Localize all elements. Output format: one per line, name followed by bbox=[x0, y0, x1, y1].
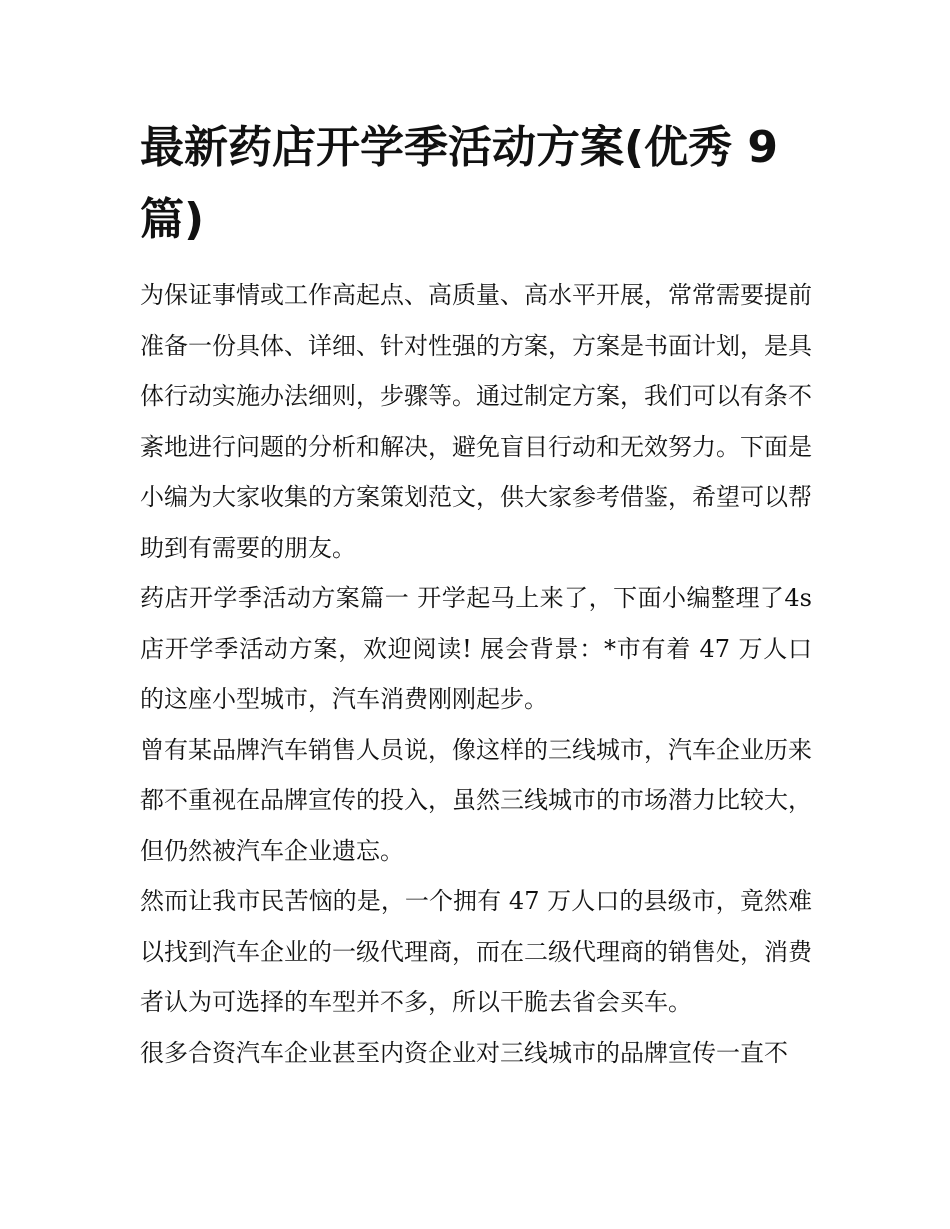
body-paragraph-4: 很多合资汽车企业甚至内资企业对三线城市的品牌宣传一直不 bbox=[140, 1038, 788, 1067]
body-paragraph-2: 曾有某品牌汽车销售人员说，像这样的三线城市，汽车企业历来都不重视在品牌宣传的投入，虽然三线城市的市场潜力比较大，但仍然被汽车企业遗忘。 bbox=[140, 735, 812, 865]
body-paragraph-3: 然而让我市民苦恼的是，一个拥有 47 万人口的县级市，竟然难以找到汽车企业的一级代理商，而在二级代理商的销售处，消费者认为可选择的车型并不多，所以干脆去省会买车。 bbox=[140, 887, 812, 1016]
intro-paragraph: 为保证事情或工作高起点、高质量、高水平开展，常常需要提前准备一份具体、详细、针对性强的方案，方案是书面计划，是具体行动实施办法细则，步骤等。通过制定方案，我们可以有条不紊地进行问题的分析和解决，避免盲目行动和无效努力。下面是小编为大家收集的方案策划范文，供大家参考借鉴，希望可以帮助到有需要的朋友。 bbox=[140, 281, 812, 562]
body-paragraph-1: 药店开学季活动方案篇一 开学起马上来了，下面小编整理了4s 店开学季活动方案，欢迎阅读! 展会背景：*市有着 47 万人口的这座小型城市，汽车消费刚刚起步。 bbox=[140, 584, 812, 713]
document-title: 最新药店开学季活动方案(优秀 9 篇) bbox=[140, 122, 779, 245]
document-page bbox=[140, 112, 812, 1078]
